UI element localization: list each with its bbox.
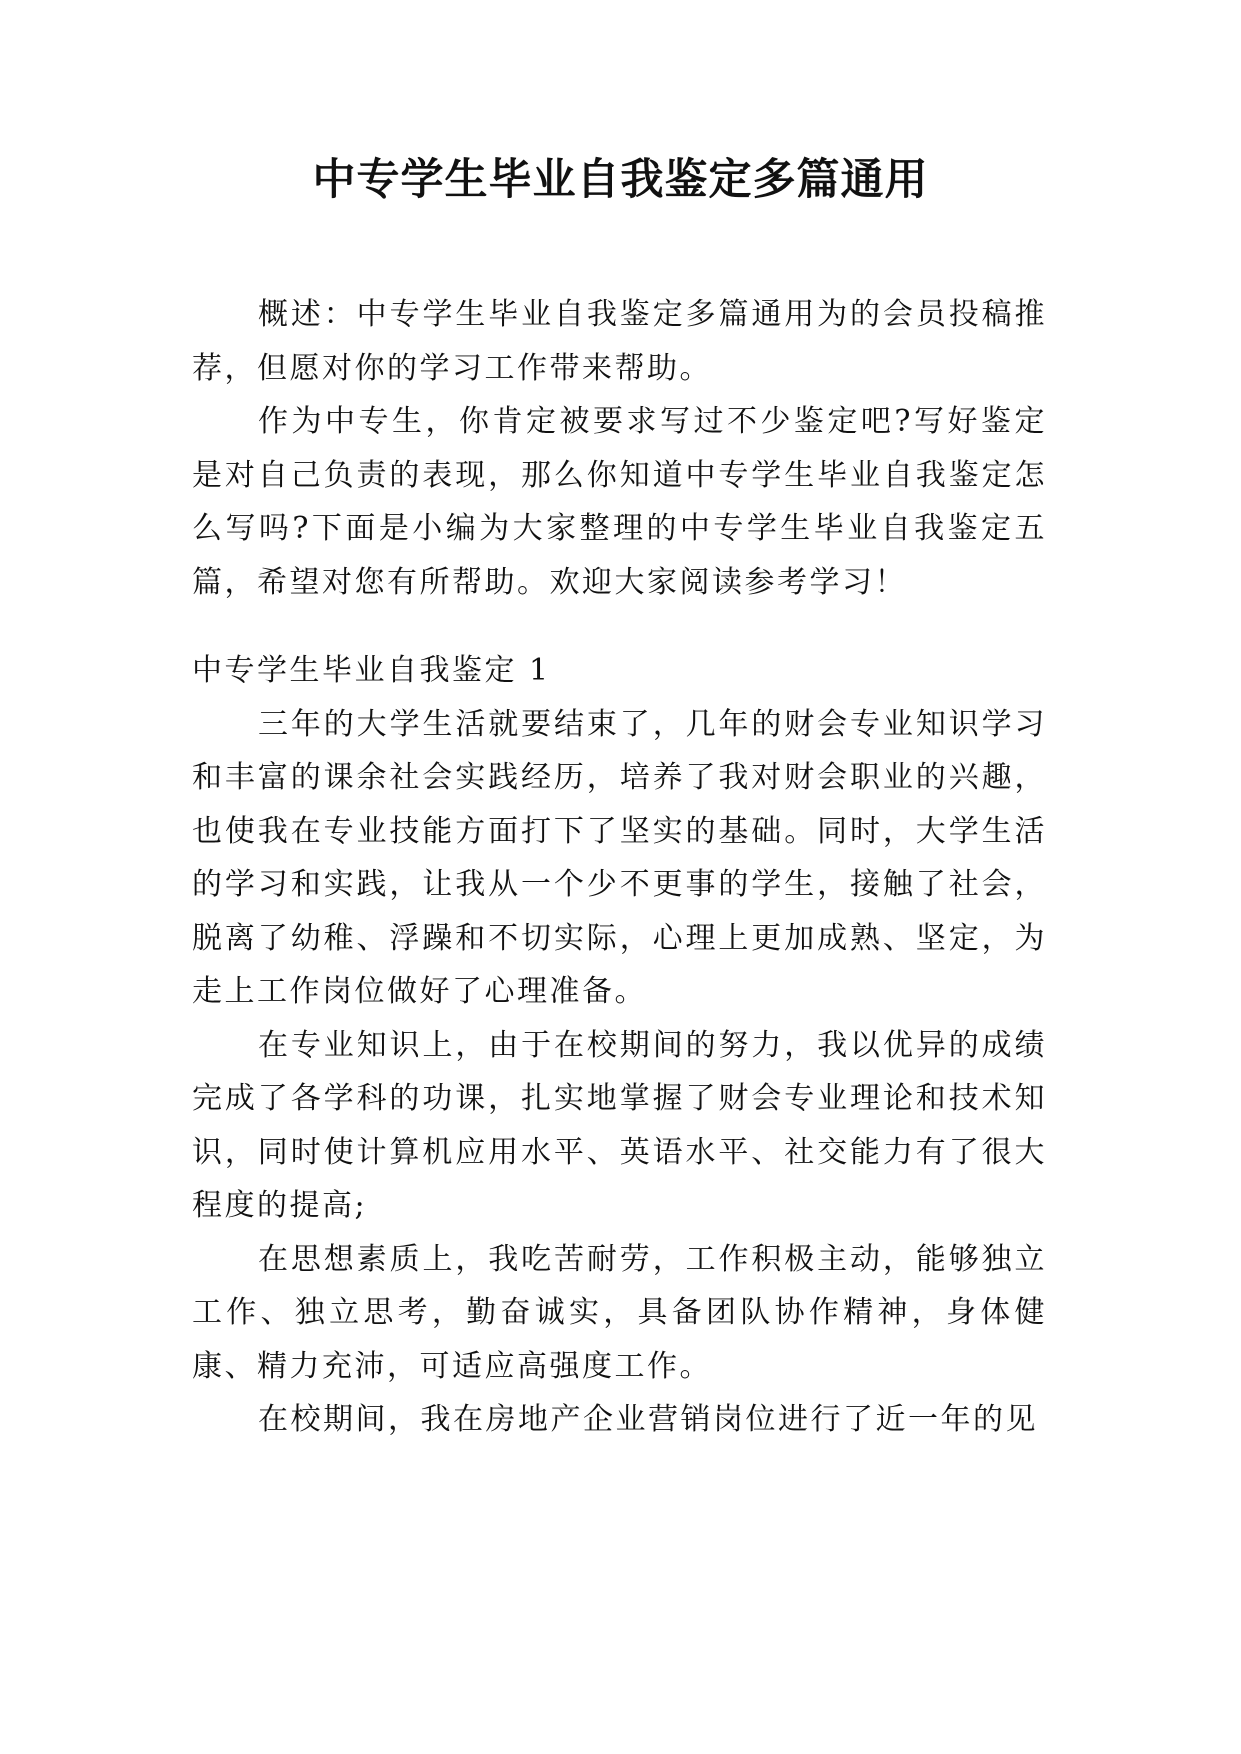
section-paragraph-4: 在校期间，我在房地产企业营销岗位进行了近一年的见 — [258, 1402, 1038, 1437]
document-body — [192, 288, 1047, 1447]
section-paragraph-2: 在专业知识上，由于在校期间的努力，我以优异的成绩完成了各学科的功课，扎实地掌握了财会专业理论和技术知识，同时使计算机应用水平、英语水平、社交能力有了很大程度的提高; — [192, 1027, 1047, 1223]
document-title: 中专学生毕业自我鉴定多篇通用 — [312, 155, 929, 205]
intro-description-paragraph: 作为中专生，你肯定被要求写过不少鉴定吧?写好鉴定是对自己负责的表现，那么你知道中专学生毕业自我鉴定怎么写吗?下面是小编为大家整理的中专学生毕业自我鉴定五篇，希望对您有所帮助。欢迎大家阅读参考学习！ — [192, 404, 1047, 600]
section-heading: 中专学生毕业自我鉴定 1 — [192, 653, 551, 688]
section-paragraph-1: 三年的大学生活就要结束了，几年的财会专业知识学习和丰富的课余社会实践经历，培养了我对财会职业的兴趣，也使我在专业技能方面打下了坚实的基础。同时，大学生活的学习和实践，让我从一个少不更事的学生，接触了社会，脱离了幼稚、浮躁和不切实际，心理上更加成熟、坚定，为走上工作岗位做好了心理准备。 — [192, 706, 1047, 1009]
intro-summary-paragraph: 概述：中专学生毕业自我鉴定多篇通用为的会员投稿推荐，但愿对你的学习工作带来帮助。 — [192, 297, 1047, 386]
section-paragraph-3: 在思想素质上，我吃苦耐劳，工作积极主动，能够独立工作、独立思考，勤奋诚实，具备团队协作精神，身体健康、精力充沛，可适应高强度工作。 — [192, 1241, 1047, 1384]
